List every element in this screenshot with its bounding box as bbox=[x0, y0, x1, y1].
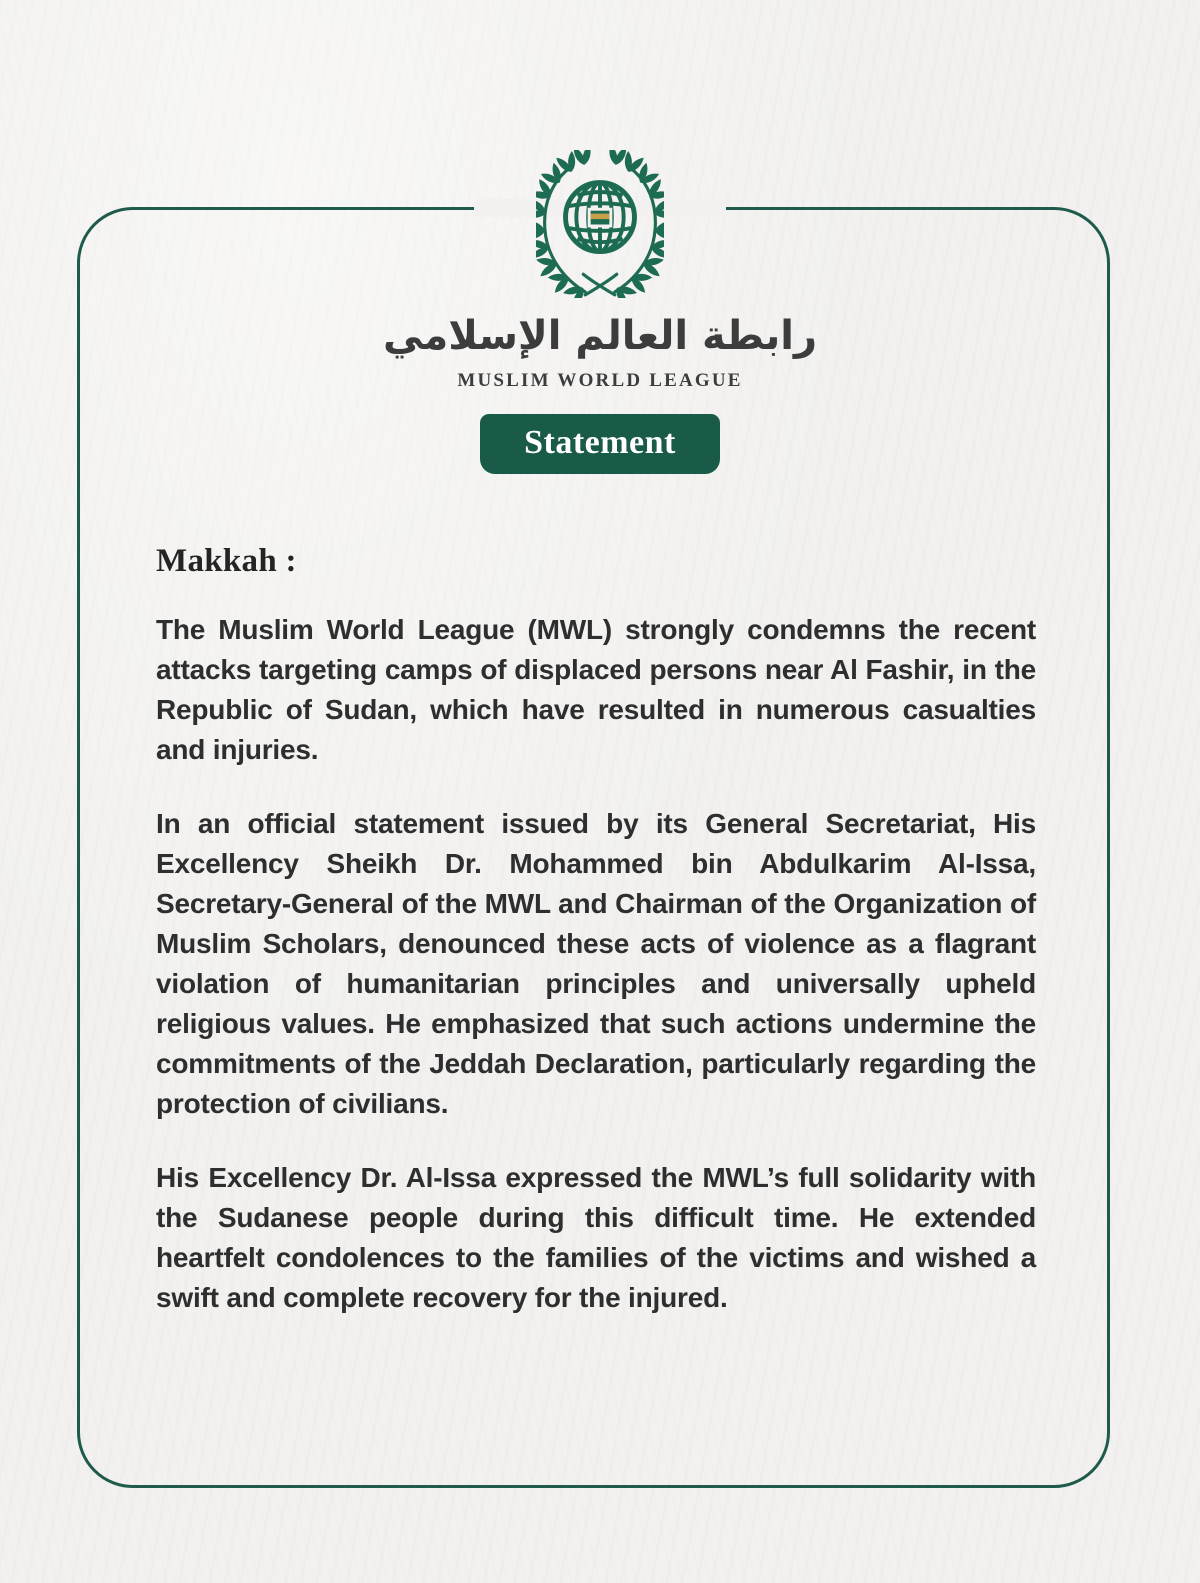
statement-paragraph-3: His Excellency Dr. Al-Issa expressed the MWL’s full solidarity with the Sudanese people during this difficult time. He extended heartfelt condolences to the families of the victims and wished a swift and complete recovery for the injured. bbox=[156, 1162, 1036, 1313]
statement-paragraph-1: The Muslim World League (MWL) strongly condemns the recent attacks targeting camps of displaced persons near Al Fashir, in the Republic of Sudan, which have resulted in numerous casualties and injuries. bbox=[156, 614, 1036, 765]
kaaba-icon bbox=[589, 209, 611, 226]
statement-body bbox=[156, 543, 1036, 1318]
arabic-name-text: رابطة العالم الإسلامي bbox=[383, 313, 817, 359]
mwl-emblem-icon bbox=[536, 150, 664, 298]
org-name-text: MUSLIM WORLD LEAGUE bbox=[457, 370, 743, 391]
statement-badge: Statement bbox=[480, 414, 720, 474]
poster-header bbox=[0, 150, 1200, 474]
statement-paragraph-2: In an official statement issued by its General Secretariat, His Excellency Sheikh Dr. Mohammed bin Abdulkarim Al-Issa, Secretary-General of the MWL and Chairman of the Organization of Muslim Scholars, denounced these acts of violence as a flagrant violation of humanitarian principles and universally upheld religious values. He emphasized that such actions undermine the commitments of the Jeddah Declaration, particularly regarding the protection of civilians. bbox=[156, 808, 1036, 1119]
location-label: Makkah : bbox=[156, 543, 297, 579]
